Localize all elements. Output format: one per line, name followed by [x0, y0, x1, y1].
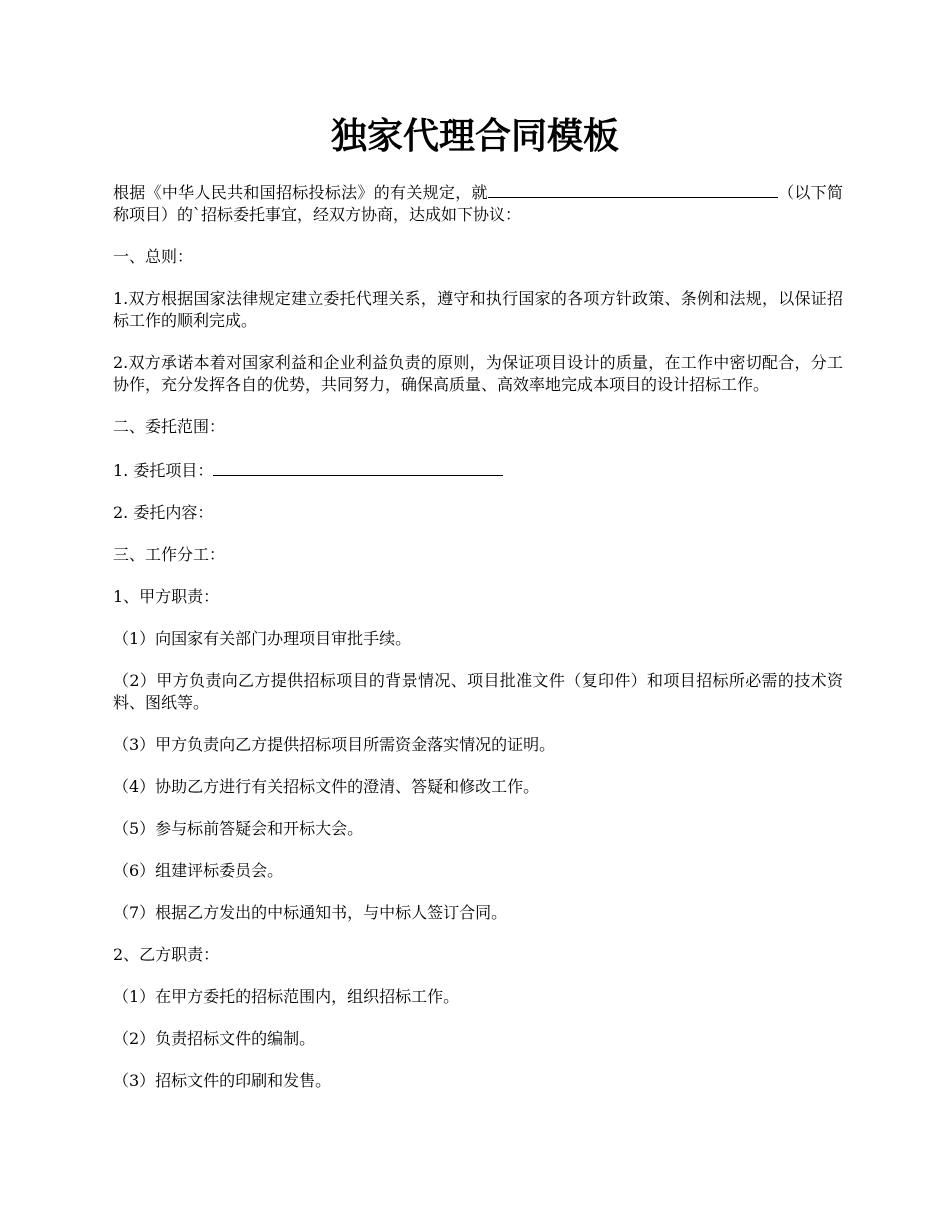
party-b-item: （1）在甲方委托的招标范围内，组织招标工作。 [113, 987, 460, 1006]
party-a-item: （1）向国家有关部门办理项目审批手续。 [113, 629, 412, 648]
entrusted-content-line: 2. 委托内容： [113, 503, 214, 522]
party-b-heading: 2、乙方职责： [113, 945, 220, 964]
party-a-item: （2）甲方负责向乙方提供招标项目的背景情况、项目批准文件（复印件）和项目招标所必需的技术资料、图纸等。 [113, 671, 843, 712]
document-body [113, 180, 843, 1112]
party-a-item: （5）参与标前答疑会和开标大会。 [113, 819, 364, 838]
project-name-blank [488, 180, 778, 198]
party-a-item: （3）甲方负责向乙方提供招标项目所需资金落实情况的证明。 [113, 735, 556, 754]
party-b-item: （2）负责招标文件的编制。 [113, 1029, 316, 1048]
intro-paragraph [113, 180, 843, 226]
section3-heading: 三、工作分工： [113, 545, 226, 564]
document-title: 独家代理合同模板 [330, 115, 619, 157]
party-a-item: （6）组建评标委员会。 [113, 861, 284, 880]
intro-suffix: （以下简称项目）的`招标委托事宜，经双方协商，达成如下协议： [113, 183, 843, 224]
section2-heading: 二、委托范围： [113, 417, 226, 436]
party-a-item: （7）根据乙方发出的中标通知书，与中标人签订合同。 [113, 903, 508, 922]
section1-paragraph-2: 2.双方承诺本着对国家利益和企业利益负责的原则，为保证项目设计的质量，在工作中密切配合，分工协作，充分发挥各自的优势，共同努力，确保高质量、高效率地完成本项目的设计招标工作。 [113, 353, 843, 394]
intro-prefix: 根据《中华人民共和国招标投标法》的有关规定，就 [113, 183, 488, 202]
party-b-item: （3）招标文件的印刷和发售。 [113, 1071, 332, 1090]
party-a-heading: 1、甲方职责： [113, 587, 220, 606]
entrusted-project-blank [213, 458, 503, 476]
party-a-item: （4）协助乙方进行有关招标文件的澄清、答疑和修改工作。 [113, 777, 540, 796]
section1-heading: 一、总则： [113, 247, 194, 266]
section1-paragraph-1: 1.双方根据国家法律规定建立委托代理关系，遵守和执行国家的各项方针政策、条例和法规，以保证招标工作的顺利完成。 [113, 289, 843, 330]
entrusted-project-line [113, 458, 843, 482]
entrusted-project-label: 1. 委托项目： [113, 461, 214, 480]
